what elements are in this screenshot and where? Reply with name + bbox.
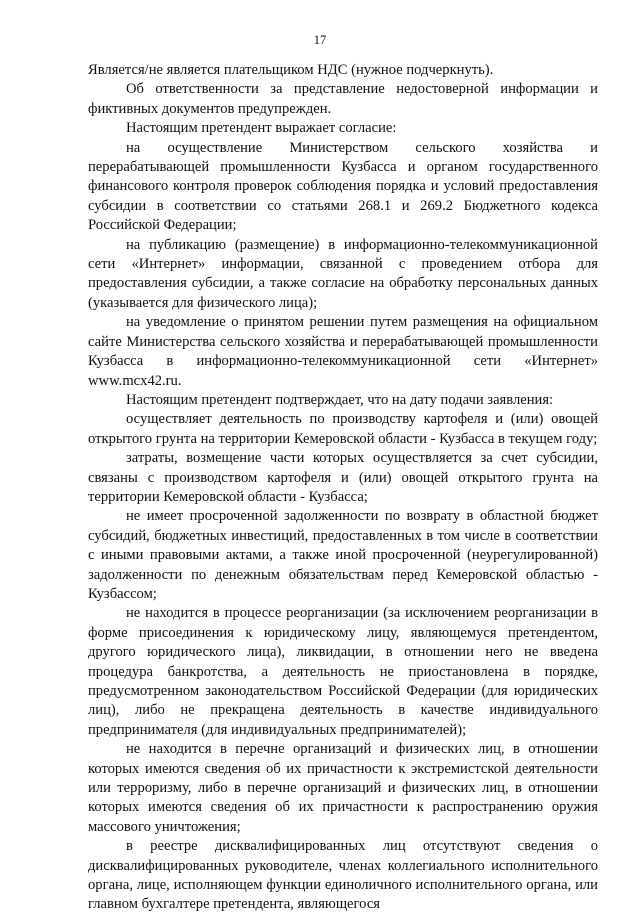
document-body [88,61,598,915]
page-number: 17 [313,33,327,47]
paragraph-confirm-not-listed: не находится в перечне организаций и физических лиц, в отношении которых имеются сведения об их причастности к экстремистской деятельности или терроризму, либо в перечне организаций и физических лиц, в отношении которых имеются сведения об их причастности к распространению оружия массового уничтожения; [88,741,598,835]
paragraph-consent-inspection: на осуществление Министерством сельского хозяйства и перерабатывающей промышленности Кузбасса и органом государственного финансового контроля проверок соблюдения порядка и условий предоставления субсидии в соответствии со статьями 268.1 и 269.2 Бюджетного кодекса Российской Федерации; [88,139,598,234]
paragraph-confirm-disqualified-registry: в реестре дисквалифицированных лиц отсутствуют сведения о дисквалифицированных руководителе, членах коллегиального исполнительного органа, лице, исполняющем функции единоличного исполнительного органа, или главном бухгалтере претендента, являющегося [88,838,598,913]
paragraph-consent-notification: на уведомление о принятом решении путем размещения на официальном сайте Министерства сельского хозяйства и перерабатывающей промышленности Кузбасса в информационно-телекоммуникационной сети «Интернет» www.mcx42.ru. [88,314,598,389]
paragraph-confirm-intro: Настоящим претендент подтверждает, что на дату подачи заявления: [126,391,554,408]
paragraph-consent-intro: Настоящим претендент выражает согласие: [126,120,397,137]
paragraph-confirm-no-debt: не имеет просроченной задолженности по возврату в областной бюджет субсидий, бюджетных инвестиций, предоставленных в том числе в соответствии с иными правовыми актами, а также иной просроченной (неурегулированной) задолженности по денежным обязательствам перед Кемеровской областью - Кузбассом; [88,508,598,602]
paragraph-confirm-costs: затраты, возмещение части которых осуществляется за счет субсидии, связаны с производством картофеля и (или) овощей открытого грунта на территории Кемеровской области - Кузбасса; [88,450,598,505]
paragraph-liability: Об ответственности за представление недостоверной информации и фиктивных документов предупрежден. [88,81,598,117]
paragraph-confirm-no-reorganization: не находится в процессе реорганизации (за исключением реорганизации в форме присоединения к юридическому лицу, являющемуся претендентом, другого юридического лица), ликвидации, в отношении него не введена процедура банкротства, а деятельность не приостановлена в порядке, предусмотренном законодательством Российской Федерации (для юридических лиц), либо не прекращена деятельность в качестве индивидуального предпринимателя (для индивидуальных предпринимателей); [88,605,598,738]
paragraph-consent-publication: на публикацию (размещение) в информационно-телекоммуникационной сети «Интернет» информации, связанной с проведением отбора для предоставления субсидии, а также согласие на обработку персональных данных (указывается для физического лица); [88,236,598,311]
paragraph-confirm-activity: осуществляет деятельность по производству картофеля и (или) овощей открытого грунта на территории Кемеровской области - Кузбасса в текущем году; [88,411,598,447]
paragraph-vat-status: Является/не является плательщиком НДС (нужное подчеркнуть). [88,62,494,78]
